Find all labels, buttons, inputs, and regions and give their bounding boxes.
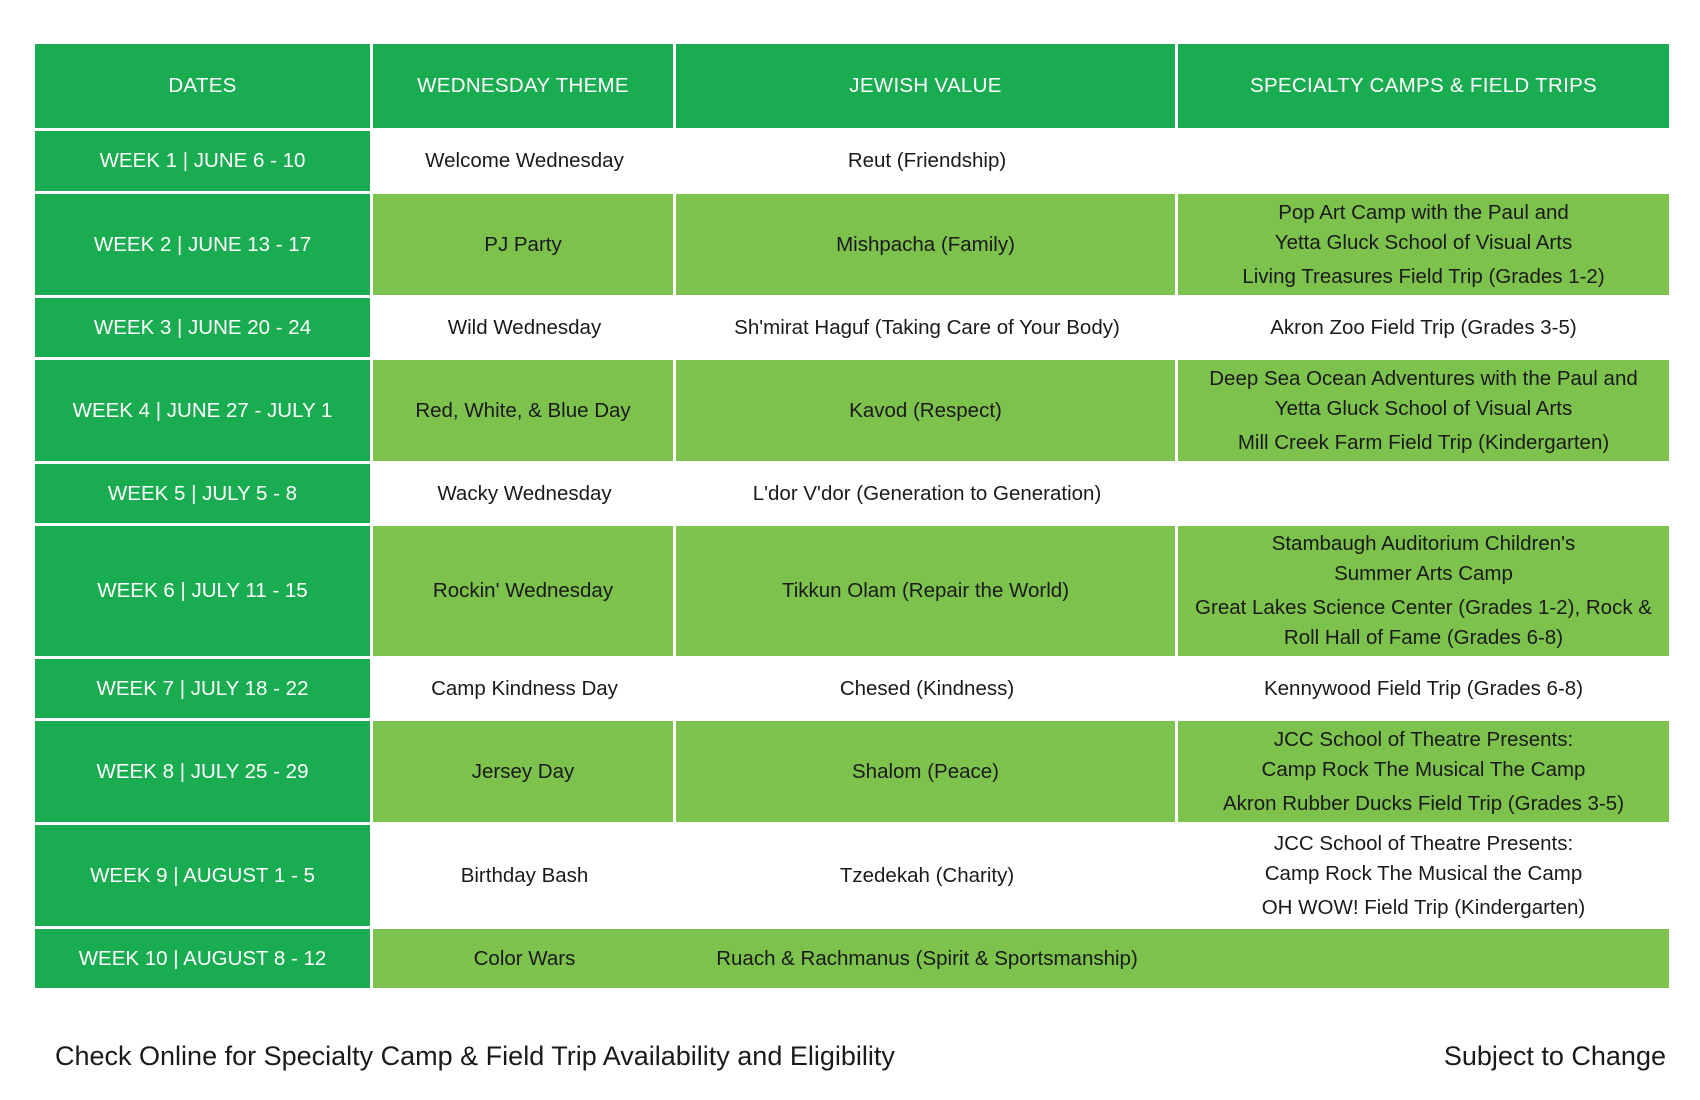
week-date: WEEK 6 | JULY 11 - 15 xyxy=(35,526,373,659)
trip-line: Roll Hall of Fame (Grades 6-8) xyxy=(1283,626,1564,649)
week-value: Sh'mirat Haguf (Taking Care of Your Body) xyxy=(676,298,1178,360)
week-theme: Red, White, & Blue Day xyxy=(373,360,676,464)
week-trips xyxy=(1178,825,1669,929)
week-trips xyxy=(1178,929,1669,991)
week-trips xyxy=(1178,131,1669,194)
week-date: WEEK 8 | JULY 25 - 29 xyxy=(35,721,373,825)
week-theme: Wild Wednesday xyxy=(373,298,676,360)
trip-line: Yetta Gluck School of Visual Arts xyxy=(1274,396,1573,420)
week-trips xyxy=(1178,659,1669,721)
week-theme: Birthday Bash xyxy=(373,825,676,929)
week-date: WEEK 5 | JULY 5 - 8 xyxy=(35,464,373,526)
trip-line: Akron Zoo Field Trip (Grades 3-5) xyxy=(1270,315,1577,339)
trip-line: Yetta Gluck School of Visual Arts xyxy=(1274,230,1573,254)
week-theme: Camp Kindness Day xyxy=(373,659,676,721)
trip-line: Stambaugh Auditorium Children's xyxy=(1271,532,1576,555)
week-theme: Rockin' Wednesday xyxy=(373,526,676,659)
week-date: WEEK 7 | JULY 18 - 22 xyxy=(35,659,373,721)
header-jewish-value: JEWISH VALUE xyxy=(676,44,1178,131)
week-value: Chesed (Kindness) xyxy=(676,659,1178,721)
trip-line: Kennywood Field Trip (Grades 6-8) xyxy=(1263,676,1584,700)
camp-schedule-table xyxy=(35,44,1669,991)
week-trips xyxy=(1178,298,1669,360)
week-date: WEEK 10 | AUGUST 8 - 12 xyxy=(35,929,373,991)
week-theme: Jersey Day xyxy=(373,721,676,825)
week-trips xyxy=(1178,194,1669,298)
header-specialty-camps: SPECIALTY CAMPS & FIELD TRIPS xyxy=(1178,44,1669,131)
header-wednesday-theme: WEDNESDAY THEME xyxy=(373,44,676,131)
trip-line: Pop Art Camp with the Paul and xyxy=(1278,200,1569,224)
trip-line: Mill Creek Farm Field Trip (Kindergarten) xyxy=(1237,430,1610,454)
trip-line: Great Lakes Science Center (Grades 1-2), Rock & xyxy=(1195,596,1652,619)
availability-note: Check Online for Specialty Camp & Field Trip Availability and Eligibility xyxy=(55,1041,895,1071)
trip-line: Akron Rubber Ducks Field Trip (Grades 3-5) xyxy=(1222,791,1625,815)
week-theme: Wacky Wednesday xyxy=(373,464,676,526)
week-value: Ruach & Rachmanus (Spirit & Sportsmanship) xyxy=(676,929,1178,991)
week-value: Kavod (Respect) xyxy=(676,360,1178,464)
subject-to-change-note: Subject to Change xyxy=(1443,1041,1666,1071)
week-theme: Color Wars xyxy=(373,929,676,991)
week-value: L'dor V'dor (Generation to Generation) xyxy=(676,464,1178,526)
trip-line: Camp Rock The Musical The Camp xyxy=(1261,757,1586,781)
header-dates: DATES xyxy=(35,44,373,131)
trip-line: JCC School of Theatre Presents: xyxy=(1273,727,1574,751)
week-theme: Welcome Wednesday xyxy=(373,131,676,194)
week-value: Tzedekah (Charity) xyxy=(676,825,1178,929)
week-date: WEEK 3 | JUNE 20 - 24 xyxy=(35,298,373,360)
week-value: Mishpacha (Family) xyxy=(676,194,1178,298)
week-trips xyxy=(1178,721,1669,825)
trip-line: Living Treasures Field Trip (Grades 1-2) xyxy=(1242,264,1605,288)
week-trips xyxy=(1178,464,1669,526)
week-date: WEEK 2 | JUNE 13 - 17 xyxy=(35,194,373,298)
week-date: WEEK 1 | JUNE 6 - 10 xyxy=(35,131,373,194)
week-date: WEEK 4 | JUNE 27 - JULY 1 xyxy=(35,360,373,464)
week-theme: PJ Party xyxy=(373,194,676,298)
week-value: Shalom (Peace) xyxy=(676,721,1178,825)
trip-line: OH WOW! Field Trip (Kindergarten) xyxy=(1261,895,1586,919)
week-date: WEEK 9 | AUGUST 1 - 5 xyxy=(35,825,373,929)
trip-line: JCC School of Theatre Presents: xyxy=(1273,831,1574,855)
trip-line: Summer Arts Camp xyxy=(1334,562,1513,585)
week-value: Tikkun Olam (Repair the World) xyxy=(676,526,1178,659)
week-trips xyxy=(1178,360,1669,464)
week-value: Reut (Friendship) xyxy=(676,131,1178,194)
week-trips xyxy=(1178,526,1669,659)
trip-line: Camp Rock The Musical the Camp xyxy=(1264,861,1583,885)
trip-line: Deep Sea Ocean Adventures with the Paul and xyxy=(1209,366,1638,390)
